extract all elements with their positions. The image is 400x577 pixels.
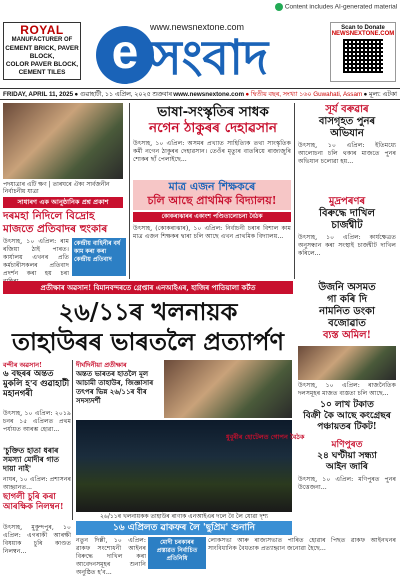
center-headline: ভাষা-সংস্কৃতিৰ সাধক নগেন ঠাকুৰৰ দেহাৱসান bbox=[149, 104, 277, 136]
bottom-headline: ১৬ এপ্ৰিলত ৱাকফৰ লৈ 'ছুপ্ৰিম' শুনানি bbox=[76, 521, 292, 535]
check-icon bbox=[275, 3, 283, 11]
dateline-price: ● মূল্য: এটকা bbox=[363, 91, 397, 98]
ad-brand: ROYAL bbox=[20, 23, 64, 37]
ad-items: CEMENT BRICK, PAVER BLOCK, COLOR PAVER BLOCK, CEMENT TILES bbox=[5, 45, 79, 76]
center-school-body: উৎসাহ, (কোকৰাঝাৰ), ১০ এপ্ৰিল: নিৰ্বাচনী চৰাৰ বিশাল কাম মাত্ৰ এজন শিক্ষকৰ দ্বাৰা চলি আছে এখন প্ৰাথমিক বিদ্যালয়... bbox=[133, 225, 291, 240]
masthead-website: www.newsnextone.com bbox=[150, 22, 245, 32]
center-school-kicker: কোকৰাঝাৰৰ একাংশ পণ্ডিতালোচনা বৈঠক bbox=[133, 212, 291, 222]
divider bbox=[294, 103, 295, 279]
right-mid-photo bbox=[298, 346, 396, 380]
left-blue-box: কেন্দ্ৰীয় বাহিনীৰ বৰ্ষ কাম কৰা কৰা কেন্দ্ৰীয় প্ৰতিবাদ bbox=[72, 238, 126, 276]
center-body: উৎসাহ, ১০ এপ্ৰিল: অসমৰ প্ৰখ্যাত সাহিত্যিক তথা সাংস্কৃতিক কৰ্মী নগেন ঠাকুৰৰ দেহাৱসান। তেওঁৰ মৃত্যুৰ বাতৰিয়ে ৰাজ্যজুৰি শোকৰ ছাঁ পেলাইছে... bbox=[133, 140, 291, 163]
qr-label: Scan to Donate bbox=[341, 25, 385, 31]
qr-site: NEWSNEXTONE.COM bbox=[331, 31, 395, 37]
right-lower-headline-block: ১০ লাখ টকাত বিক্ৰী কৈ আছে কংগ্ৰেছৰ পঞ্চায়তৰ টিকট! bbox=[303, 400, 391, 432]
convoy-caption: ২৬/১১ৰ খলনায়কক তাহাউৰ ৰাণাক এনআইএৰ দলে বৈ লৈ যোৱা দৃশ্য bbox=[100, 513, 268, 520]
left-lower-kicker: বন্দীৰ অৱসান! bbox=[3, 361, 42, 369]
left-red-band: সাধাৰণ এক আনুষ্ঠানিক প্ৰশ্ন প্ৰকাশ bbox=[3, 197, 123, 208]
dateline-issue: ● গুৱাহাটী, ১১ এপ্ৰিল, ২০২৫ শুক্ৰবাৰ bbox=[74, 91, 172, 98]
qr-code-icon[interactable] bbox=[343, 39, 383, 73]
dateline bbox=[0, 88, 400, 100]
dateline-edition: ● দ্বিতীয় বছৰ, সংখ্যা ১৬০ Guwahati, Assam bbox=[245, 91, 363, 98]
royal-ad bbox=[3, 22, 81, 80]
logo-text: সংবাদ bbox=[150, 30, 269, 86]
rana-photo bbox=[164, 360, 292, 418]
right-headline-chargesheet: মুদ্ৰপৰণৰ বিৰুদ্ধে দাখিল চাৰ্জশ্বীট bbox=[319, 196, 375, 231]
dateline-date: FRIDAY, APRIL 11, 2025 bbox=[3, 91, 74, 98]
left-lower-body: উৎসাহ, ১০ এপ্ৰিল: ২০১৯ চনৰ ১৫ এপ্ৰিলত প্ৰথম পৰ্যায়ত আৰম্ভ হোৱা... bbox=[3, 410, 71, 433]
left-photo-caption: পদযাত্ৰাৰ এটি ক্ষণ | তাৰঘৰে ঐক্য সাৰ্বজনীন নিৰ্বাচনীয় যাত্ৰা bbox=[3, 181, 110, 195]
ad-subtitle: MANUFACTURER OF bbox=[11, 37, 73, 43]
main-headline: ২৬/১১ৰ খলনায়ক তাহাউৰৰ ভাৰতলৈ প্ৰত্যাৰ্পণ bbox=[12, 297, 284, 356]
manipur-headline: মণিপুৰত ২৪ ঘণ্টীয়া সন্ধ্যা আইন জাৰি bbox=[317, 440, 377, 472]
right-headline-raid: সূৰ্য বৰুৱাৰ বাসগৃহত পুনৰ অভিযান bbox=[318, 104, 376, 139]
manipur-body: উৎসাহ, ১০ এপ্ৰিল: মণিপুৰত পুনৰ উত্তেজনা... bbox=[298, 476, 396, 491]
left-top-photo bbox=[3, 103, 123, 179]
divider bbox=[72, 360, 73, 520]
right-lower-kicker: ধুবুৰীৰ হোটেলত গোপন বৈঠক bbox=[226, 433, 305, 441]
dateline-site: www.newsnextone.com bbox=[173, 91, 245, 98]
ai-content-note: Content includes AI-generated material bbox=[275, 3, 397, 11]
left-lower-headline: ৬ বছৰৰ অন্তত মুকলি হ'ব গুৱাহাটী মহানগৰী bbox=[3, 369, 70, 399]
divider bbox=[129, 103, 130, 279]
center-school-headline: মাত্ৰ এজন শিক্ষকৰে চলি আছে প্ৰাথমিক বিদ্যালয়! bbox=[133, 180, 291, 210]
ticker-band: প্ৰতীক্ষাৰ অৱসান! বিমানবন্দৰতে গ্ৰেপ্তাৰ এনআইএৰ, হাজিৰ পাতিয়ালা কৰ্টত bbox=[3, 281, 293, 294]
left-lower-body3: উৎসাহ, মুকুন্দপুৰ, ১০ এপ্ৰিল: এগৰাকী আৰক্ষী বিষয়াক চুৰি কাণ্ডত নিলম্বন... bbox=[3, 524, 71, 555]
photo-left-kicker: দীৰ্ঘদিনীয়া প্ৰতীক্ষাৰ bbox=[76, 361, 127, 369]
left-body: উৎসাহ, ১০ এপ্ৰিল: ৰাম ৰজিয়া ঠাই পাৰত। কাৰ্যালয় এখনৰ প্ৰতি কৰ্মচাৰীসকলৰ প্ৰতিবাদ প্ৰদৰ্শন কৰা হয় চৰা bbox=[3, 238, 69, 277]
logo-e-icon: e bbox=[96, 26, 154, 84]
bottom-body-left: নতুন দিল্লী, ১০ এপ্ৰিল: ৱাকফ সংশোধনী আইনৰ বিৰুদ্ধে দাখিল কৰা আবেদনসমূহৰ শুনানি অনুষ্ঠিত হ'ব... bbox=[76, 537, 146, 576]
left-lower-body2: নাঘৰ, ১০ এপ্ৰিল: প্ৰশাসনৰ আহ্বানত... bbox=[3, 476, 71, 491]
photo-left-headline: অন্তত ভাৰতৰ হাতলৈ মূল আচামী তাহাউৰ, জিজ্ঞাসাৰ তৎপৰ ভিন্ন ২৬/১১ৰ বীৰ সদস্যদৰ্শী bbox=[76, 369, 154, 405]
bottom-body-right: লোকসভা আৰু ৰাজ্যসভাত পাৰিত হোৱাৰ পিছত ৱাকফ আইনখনৰ সাংবিধানিক বৈধতাক প্ৰত্যাহ্বান জনোৱা হৈছে... bbox=[208, 537, 396, 552]
left-headline: দৰমহা নিদিলে বিদ্ৰোহ মাজতে প্ৰতিবাদৰ হুংকাৰ bbox=[3, 210, 108, 235]
right-mid-headline: উজনি অসমত গা কৰি দি নামনিত ডংকা বজোৱাত ব্যস্ত অমিল! bbox=[318, 282, 376, 341]
right-body-raid: উৎসাহ, ১০ এপ্ৰিল: ইতিমধ্যে আলোচনা চলি থকাৰ মাজতে পুনৰ অভিযান চলোৱা হয়... bbox=[298, 142, 396, 165]
left-lower-headline2: 'চুক্তিত হাতা ধৰাৰ সমস্যা মোদীৰ গাত দায়া নাই' bbox=[3, 446, 60, 473]
right-mid-body: উৎসাহ, ১০ এপ্ৰিল: ৰাজনৈতিক দলসমূহৰ মাজত ব্যস্ততা চলি আছে... bbox=[298, 382, 396, 397]
right-body-chargesheet: উৎসাহ, ১০ এপ্ৰিল: কাৰ্যক্ষেত্ৰত অনুসন্ধান কৰা সংস্থাই চাৰ্জশ্বীট দাখিল কৰিলে... bbox=[298, 234, 396, 257]
donate-qr-box[interactable] bbox=[330, 22, 396, 82]
bottom-box: মোদী চৰকাৰৰ প্ৰস্তাৱত নিৰ্বাচিত প্ৰতিনিধি bbox=[148, 537, 206, 569]
left-lower-headline3: ছাগলী চুৰি কৰা আৰক্ষিক নিলম্বন! bbox=[3, 492, 64, 512]
